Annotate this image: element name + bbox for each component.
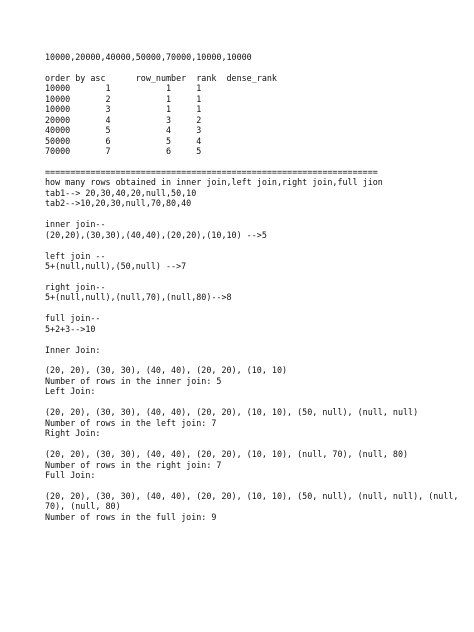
output-right-join-count: Number of rows in the right join: 7	[45, 459, 222, 470]
output-left-join-title: Left Join:	[45, 386, 96, 397]
rank-table-row: 10000 2 1 1	[45, 93, 202, 104]
blank-line	[45, 157, 463, 167]
tab1-line: tab1--> 20,30,40,20,null,50,10	[45, 187, 197, 198]
tab2-line: tab2-->10,20,30,null,70,80,40	[45, 198, 192, 209]
blank-line	[45, 62, 463, 72]
document-page	[45, 52, 463, 522]
full-join-sum: 5+2+3-->10	[45, 323, 96, 334]
blank-line	[45, 240, 463, 250]
rank-table-row: 70000 7 6 5	[45, 146, 202, 157]
rank-table-row: 50000 6 5 4	[45, 135, 202, 146]
output-left-join-rows: (20, 20), (30, 30), (40, 40), (20, 20), (10, 10), (50, null), (null, null)	[45, 407, 419, 418]
output-full-join-rows: (20, 20), (30, 30), (40, 40), (20, 20), (10, 10), (50, null), (null, null), (null, 70), (null, 80)	[45, 490, 464, 512]
rank-table-row: 20000 4 3 2	[45, 114, 202, 125]
blank-line	[45, 209, 463, 219]
output-right-join-rows: (20, 20), (30, 30), (40, 40), (20, 20), (10, 10), (null, 70), (null, 80)	[45, 449, 409, 460]
right-join-heading: right join--	[45, 281, 106, 292]
blank-line	[45, 439, 463, 449]
values-line: 10000,20000,40000,50000,70000,10000,10000	[45, 52, 252, 62]
rank-table-row: 10000 3 1 1	[45, 104, 202, 115]
rank-table-header: order by asc row_number rank dense_rank	[45, 72, 277, 83]
rank-table-row: 40000 5 4 3	[45, 125, 202, 136]
inner-join-pairs: (20,20),(30,30),(40,40),(20,20),(10,10) -->5	[45, 229, 267, 240]
blank-line	[45, 303, 463, 313]
blank-line	[45, 271, 463, 281]
output-inner-join-rows: (20, 20), (30, 30), (40, 40), (20, 20), (10, 10)	[45, 365, 288, 376]
full-join-heading: full join--	[45, 313, 101, 324]
separator-line: ==================================================================	[45, 166, 378, 177]
right-join-pairs: 5+(null,null),(null,70),(null,80)-->8	[45, 292, 232, 303]
blank-line	[45, 480, 463, 490]
left-join-heading: left join --	[45, 250, 106, 261]
output-right-join-title: Right Join:	[45, 428, 101, 439]
output-full-join-title: Full Join:	[45, 469, 96, 480]
output-inner-join-title: Inner Join:	[45, 344, 101, 355]
output-full-join-count: Number of rows in the full join: 9	[45, 511, 217, 522]
left-join-pairs: 5+(null,null),(50,null) -->7	[45, 261, 187, 271]
rank-table-row: 10000 1 1 1	[45, 83, 202, 94]
question-line: how many rows obtained in inner join,left join,right join,full jion	[45, 177, 383, 188]
blank-line	[45, 397, 463, 407]
blank-line	[45, 334, 463, 344]
output-left-join-count: Number of rows in the left join: 7	[45, 417, 217, 428]
output-inner-join-count: Number of rows in the inner join: 5	[45, 375, 222, 386]
blank-line	[45, 355, 463, 365]
inner-join-heading: inner join--	[45, 219, 106, 230]
